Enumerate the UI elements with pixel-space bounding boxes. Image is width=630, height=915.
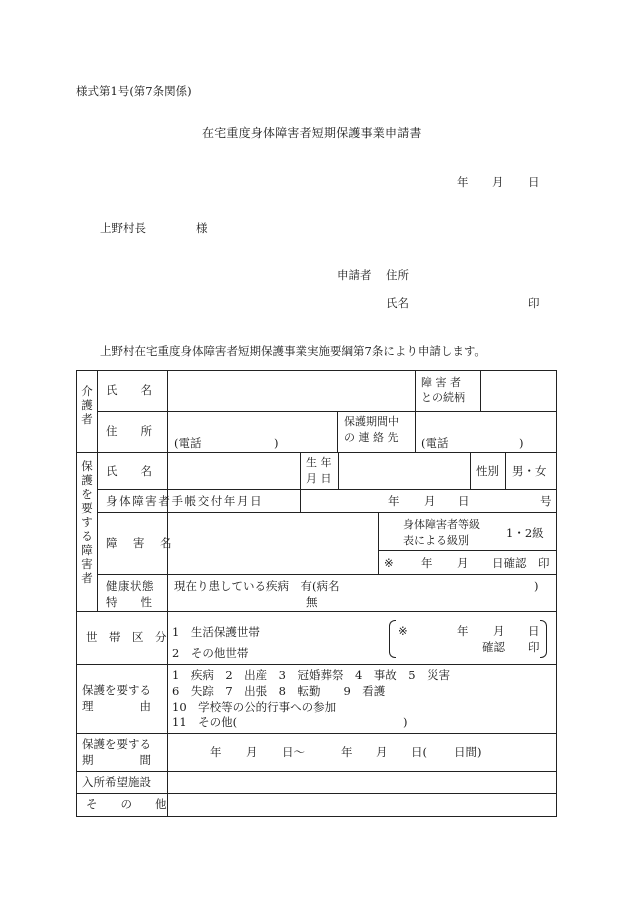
handbook-year: 年 xyxy=(388,494,400,508)
period-to-day: 日( xyxy=(411,745,427,759)
household-day: 日 xyxy=(528,624,540,638)
period-to-month: 月 xyxy=(376,745,388,759)
applicant-name-label: 氏名 xyxy=(386,296,409,310)
other-label: そ の 他 xyxy=(86,797,167,811)
handbook-number: 号 xyxy=(540,494,552,508)
person-name-label: 氏 名 xyxy=(106,464,152,478)
household-mark: ※ xyxy=(398,624,408,638)
illness-close: ) xyxy=(534,579,539,593)
addressee: 上野村長 xyxy=(100,221,146,235)
household-option-2: 2 その他世帯 xyxy=(172,646,249,660)
grade-value: 1・2級 xyxy=(506,526,544,540)
confirm-seal: 印 xyxy=(538,556,550,570)
applicant-label: 申請者 xyxy=(337,268,372,282)
contact-label-line1: 保護期間中 xyxy=(344,415,399,428)
period-from-month: 月 xyxy=(246,745,258,759)
applicant-address-label: 住所 xyxy=(386,268,409,282)
handbook-issue-date-label: 身体障害者手帳交付年月日 xyxy=(106,494,264,508)
reason-label-line2: 理 由 xyxy=(82,699,151,713)
person-section-label: 保護を要する障害者 xyxy=(81,459,93,586)
reason-line-4: 11 その他( xyxy=(172,715,238,729)
gender-label: 性別 xyxy=(476,464,499,478)
household-option-1: 1 生活保護世帯 xyxy=(172,625,260,639)
relation-label-line2: との続柄 xyxy=(421,391,465,404)
household-month: 月 xyxy=(493,624,505,638)
period-from-day: 日〜 xyxy=(282,745,305,759)
confirm-label: 日確認 xyxy=(492,556,527,570)
gender-options: 男・女 xyxy=(512,464,547,478)
facility-label: 入所希望施設 xyxy=(82,775,151,789)
application-date-year: 年 xyxy=(457,175,469,189)
grade-label-line2: 表による級別 xyxy=(403,534,469,547)
household-confirm: 確認 xyxy=(482,640,505,654)
caregiver-address-label: 住 所 xyxy=(106,424,152,438)
application-date-day: 日 xyxy=(528,175,540,189)
health-label-line2: 特 性 xyxy=(106,595,152,609)
contact-phone-label: (電話 xyxy=(421,436,449,450)
document-title: 在宅重度身体障害者短期保護事業申請書 xyxy=(202,126,422,140)
household-bracket-left xyxy=(389,620,396,658)
household-bracket-right xyxy=(540,620,547,658)
relation-label-line1: 障 害 者 xyxy=(421,376,461,389)
illness-present: 現在り患している疾病 有(病名 xyxy=(174,579,340,593)
handbook-day: 日 xyxy=(458,494,470,508)
reason-line-1: 1 疾病 2 出産 3 冠婚葬祭 4 事故 5 災害 xyxy=(172,668,451,682)
period-to-year: 年 xyxy=(341,745,353,759)
disability-label: 障 害 名 xyxy=(106,536,174,550)
confirm-year: 年 xyxy=(421,556,433,570)
application-statement: 上野村在宅重度身体障害者短期保護事業実施要綱第7条により申請します。 xyxy=(100,344,486,358)
period-from-year: 年 xyxy=(210,745,222,759)
confirm-mark: ※ xyxy=(384,556,394,570)
application-date-month: 月 xyxy=(492,175,504,189)
handbook-month: 月 xyxy=(424,494,436,508)
contact-phone-close: ) xyxy=(519,436,524,450)
addressee-honorific: 様 xyxy=(196,221,208,235)
period-days: 日間) xyxy=(454,745,482,759)
reason-label-line1: 保護を要する xyxy=(82,683,151,697)
household-year: 年 xyxy=(457,624,469,638)
form-number-label: 様式第1号(第7条関係) xyxy=(76,84,192,98)
illness-none: 無 xyxy=(306,595,318,609)
caregiver-section-label: 介護者 xyxy=(81,384,93,427)
reason-line-2: 6 失踪 7 出張 8 転勤 9 看護 xyxy=(172,684,386,698)
reason-line-3: 10 学校等の公的行事への参加 xyxy=(172,700,337,714)
reason-line-4-close: ) xyxy=(403,715,408,729)
applicant-seal: 印 xyxy=(528,296,540,310)
grade-label-line1: 身体障害者等級 xyxy=(403,518,480,531)
birth-label-line2: 月 日 xyxy=(306,472,332,485)
contact-label-line2: の 連 絡 先 xyxy=(344,431,399,444)
period-label-line2: 期 間 xyxy=(82,753,151,767)
caregiver-phone-label: (電話 xyxy=(174,436,202,450)
period-label-line1: 保護を要する xyxy=(82,737,151,751)
birth-label-line1: 生 年 xyxy=(306,456,332,469)
caregiver-phone-close: ) xyxy=(274,436,279,450)
household-seal: 印 xyxy=(528,640,540,654)
confirm-month: 月 xyxy=(457,556,469,570)
household-label: 世 帯 区 分 xyxy=(86,630,167,644)
health-label-line1: 健康状態 xyxy=(106,579,154,593)
caregiver-name-label: 氏 名 xyxy=(106,383,152,397)
